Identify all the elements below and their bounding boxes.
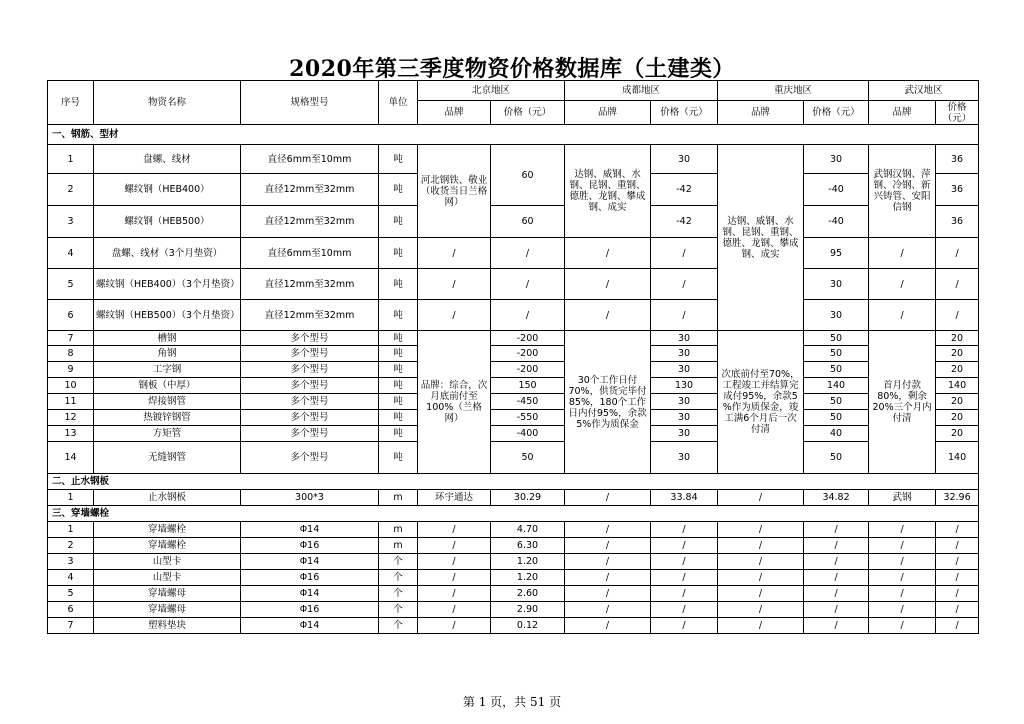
cell-name: 螺纹钢（HEB400）（3个月垫资） (94, 269, 241, 300)
cell-price-chengdu: / (651, 269, 718, 300)
header-region-chongqing: 重庆地区 (718, 81, 869, 101)
cell-price-chongqing: 50 (804, 346, 869, 362)
header-price: 价格（元） (651, 101, 718, 125)
cell-price-beijing: / (491, 300, 565, 331)
cell-brand-chongqing: / (718, 618, 804, 634)
cell-price-chengdu: -42 (651, 206, 718, 238)
cell-brand-chongqing: / (718, 522, 804, 538)
cell-price-chongqing: 30 (804, 145, 869, 174)
cell-price-beijing: 1.20 (491, 554, 565, 570)
cell-price-wuhan: 20 (936, 362, 979, 378)
cell-spec: 直径12mm至32mm (241, 269, 379, 300)
cell-price-chongqing: / (804, 538, 869, 554)
cell-brand-beijing: / (418, 570, 491, 586)
cell-name: 螺纹钢（HEB400） (94, 174, 241, 206)
cell-brand-chengdu: / (565, 554, 651, 570)
cell-spec: 多个型号 (241, 426, 379, 442)
cell-price-chengdu: / (651, 538, 718, 554)
cell-name: 穿墙螺母 (94, 602, 241, 618)
cell-price-wuhan: / (936, 300, 979, 331)
cell-price-wuhan: / (936, 618, 979, 634)
cell-price-chongqing: 50 (804, 442, 869, 474)
cell-price-wuhan: 20 (936, 410, 979, 426)
cell-price-chengdu: / (651, 618, 718, 634)
section-title: 三、穿墙螺栓 (48, 506, 979, 522)
cell-brand-wuhan: / (869, 538, 936, 554)
cell-spec: Φ14 (241, 522, 379, 538)
cell-brand-chengdu: / (565, 522, 651, 538)
cell-name: 热镀锌钢管 (94, 410, 241, 426)
cell-seq: 7 (48, 331, 94, 346)
cell-brand-beijing: / (418, 602, 491, 618)
cell-unit: 吨 (379, 300, 418, 331)
cell-brand-wuhan: / (869, 618, 936, 634)
cell-brand-chengdu: / (565, 538, 651, 554)
header-unit: 单位 (379, 81, 418, 125)
cell-price-chengdu: 30 (651, 394, 718, 410)
cell-price-chongqing: -40 (804, 206, 869, 238)
cell-price-chongqing: 34.82 (804, 490, 869, 506)
cell-name: 山型卡 (94, 570, 241, 586)
cell-price-wuhan: 140 (936, 378, 979, 394)
cell-price-beijing: -450 (491, 394, 565, 410)
cell-price-chengdu: 130 (651, 378, 718, 394)
cell-seq: 6 (48, 300, 94, 331)
table-row (48, 331, 979, 346)
cell-price-chongqing: 140 (804, 378, 869, 394)
cell-price-wuhan: / (936, 238, 979, 269)
cell-spec: Φ16 (241, 570, 379, 586)
cell-price-beijing: 60 (491, 145, 565, 206)
table-row (48, 238, 979, 269)
cell-price-chongqing: / (804, 618, 869, 634)
section-row (48, 474, 979, 490)
cell-price-chengdu: / (651, 554, 718, 570)
cell-seq: 2 (48, 174, 94, 206)
table-row (48, 602, 979, 618)
table-row (48, 346, 979, 362)
cell-brand-chengdu: / (565, 238, 651, 269)
cell-spec: Φ14 (241, 586, 379, 602)
cell-spec: 多个型号 (241, 331, 379, 346)
cell-brand-beijing: / (418, 269, 491, 300)
cell-brand-beijing: / (418, 618, 491, 634)
cell-price-chongqing: 50 (804, 410, 869, 426)
cell-spec: 直径12mm至32mm (241, 206, 379, 238)
cell-seq: 5 (48, 586, 94, 602)
cell-unit: 吨 (379, 394, 418, 410)
cell-price-beijing: 4.70 (491, 522, 565, 538)
section-title: 一、钢筋、型材 (48, 125, 979, 145)
cell-price-beijing: -400 (491, 426, 565, 442)
cell-unit: 吨 (379, 426, 418, 442)
cell-brand-wuhan: 首月付款80%，剩余20%三个月内付清 (869, 331, 936, 474)
cell-price-beijing: -550 (491, 410, 565, 426)
cell-brand-beijing: 河北钢铁、敬业（收货当日兰格网） (418, 145, 491, 238)
table-row (48, 586, 979, 602)
cell-brand-wuhan: / (869, 602, 936, 618)
cell-spec: 300*3 (241, 490, 379, 506)
cell-name: 穿墙螺栓 (94, 522, 241, 538)
cell-price-chengdu: 33.84 (651, 490, 718, 506)
cell-brand-chengdu: / (565, 490, 651, 506)
cell-unit: 个 (379, 602, 418, 618)
cell-price-chongqing: / (804, 522, 869, 538)
cell-seq: 13 (48, 426, 94, 442)
cell-price-beijing: 50 (491, 442, 565, 474)
cell-price-chongqing: 30 (804, 300, 869, 331)
cell-unit: m (379, 522, 418, 538)
cell-unit: 吨 (379, 410, 418, 426)
cell-price-chengdu: 30 (651, 442, 718, 474)
table-row (48, 206, 979, 238)
cell-price-chongqing: 30 (804, 269, 869, 300)
cell-brand-wuhan: / (869, 522, 936, 538)
cell-brand-chengdu: / (565, 586, 651, 602)
cell-seq: 3 (48, 206, 94, 238)
header-brand: 品牌 (418, 101, 491, 125)
cell-name: 无缝钢管 (94, 442, 241, 474)
cell-price-chengdu: -42 (651, 174, 718, 206)
cell-price-beijing: 60 (491, 206, 565, 238)
cell-brand-beijing: / (418, 554, 491, 570)
page-footer: 第 1 页，共 51 页 (462, 695, 562, 709)
cell-brand-wuhan: / (869, 300, 936, 331)
cell-price-chongqing: 50 (804, 331, 869, 346)
cell-brand-wuhan: / (869, 586, 936, 602)
cell-name: 穿墙螺母 (94, 586, 241, 602)
cell-seq: 1 (48, 522, 94, 538)
cell-seq: 9 (48, 362, 94, 378)
cell-price-wuhan: 36 (936, 145, 979, 174)
cell-brand-chengdu: / (565, 618, 651, 634)
cell-price-wuhan: / (936, 586, 979, 602)
cell-price-chengdu: / (651, 300, 718, 331)
cell-price-wuhan: / (936, 522, 979, 538)
cell-unit: m (379, 538, 418, 554)
cell-brand-wuhan: / (869, 570, 936, 586)
header-row (48, 81, 979, 101)
cell-price-chengdu: / (651, 602, 718, 618)
cell-unit: 个 (379, 586, 418, 602)
cell-name: 工字钢 (94, 362, 241, 378)
cell-price-beijing: 6.30 (491, 538, 565, 554)
table-row (48, 394, 979, 410)
cell-brand-beijing: 品牌：综合，次月底前付至100%（兰格网） (418, 331, 491, 474)
cell-brand-chengdu: / (565, 269, 651, 300)
cell-brand-chengdu: / (565, 300, 651, 331)
cell-unit: 吨 (379, 362, 418, 378)
cell-name: 穿墙螺栓 (94, 538, 241, 554)
cell-seq: 3 (48, 554, 94, 570)
cell-brand-beijing: / (418, 300, 491, 331)
cell-spec: Φ14 (241, 554, 379, 570)
header-brand: 品牌 (718, 101, 804, 125)
cell-name: 槽钢 (94, 331, 241, 346)
cell-price-wuhan: / (936, 269, 979, 300)
table-row (48, 145, 979, 174)
cell-price-beijing: 2.90 (491, 602, 565, 618)
cell-brand-chengdu: 30个工作日付70%，供货完毕付85%，180个工作日内付95%，余款5%作为质保金 (565, 331, 651, 474)
cell-price-wuhan: 20 (936, 394, 979, 410)
cell-seq: 5 (48, 269, 94, 300)
cell-brand-chongqing: / (718, 586, 804, 602)
cell-spec: Φ16 (241, 538, 379, 554)
cell-name: 塑料垫块 (94, 618, 241, 634)
cell-price-chengdu: 30 (651, 346, 718, 362)
cell-price-wuhan: / (936, 554, 979, 570)
cell-brand-wuhan: 武钢汉钢、萍钢、冷钢、新兴铸管、安阳信钢 (869, 145, 936, 238)
header-brand: 品牌 (869, 101, 936, 125)
cell-name: 钢板（中厚） (94, 378, 241, 394)
cell-brand-wuhan: / (869, 554, 936, 570)
cell-seq: 10 (48, 378, 94, 394)
cell-brand-beijing: 环宇通达 (418, 490, 491, 506)
section-row (48, 125, 979, 145)
cell-price-chongqing: / (804, 554, 869, 570)
table-row (48, 490, 979, 506)
table-row (48, 554, 979, 570)
cell-unit: 吨 (379, 442, 418, 474)
cell-price-chongqing: / (804, 570, 869, 586)
cell-seq: 14 (48, 442, 94, 474)
cell-price-chengdu: 30 (651, 362, 718, 378)
cell-price-chengdu: / (651, 570, 718, 586)
cell-price-wuhan: 20 (936, 426, 979, 442)
cell-spec: Φ16 (241, 602, 379, 618)
cell-unit: 吨 (379, 378, 418, 394)
cell-unit: 个 (379, 618, 418, 634)
cell-name: 盘螺、线材（3个月垫资） (94, 238, 241, 269)
table-row (48, 269, 979, 300)
cell-price-wuhan: 20 (936, 331, 979, 346)
cell-spec: 多个型号 (241, 394, 379, 410)
cell-seq: 2 (48, 538, 94, 554)
cell-price-wuhan: 32.96 (936, 490, 979, 506)
cell-spec: 多个型号 (241, 442, 379, 474)
table-row (48, 618, 979, 634)
cell-spec: 多个型号 (241, 410, 379, 426)
cell-price-beijing: -200 (491, 331, 565, 346)
cell-name: 螺纹钢（HEB500） (94, 206, 241, 238)
cell-brand-chongqing: / (718, 570, 804, 586)
cell-price-wuhan: 140 (936, 442, 979, 474)
cell-brand-chengdu: 达钢、威钢、水钢、昆钢、重钢、德胜、龙钢、攀成钢、成实 (565, 145, 651, 238)
cell-price-wuhan: / (936, 570, 979, 586)
cell-brand-wuhan: / (869, 238, 936, 269)
cell-brand-chongqing: / (718, 538, 804, 554)
cell-brand-beijing: / (418, 238, 491, 269)
cell-brand-wuhan: 武钢 (869, 490, 936, 506)
table-row (48, 426, 979, 442)
cell-unit: 吨 (379, 331, 418, 346)
cell-price-beijing: -200 (491, 362, 565, 378)
cell-brand-chengdu: / (565, 602, 651, 618)
table-row (48, 378, 979, 394)
header-spec: 规格型号 (241, 81, 379, 125)
cell-price-beijing: / (491, 269, 565, 300)
header-seq: 序号 (48, 81, 94, 125)
cell-brand-beijing: / (418, 522, 491, 538)
table-row (48, 522, 979, 538)
cell-seq: 7 (48, 618, 94, 634)
cell-spec: 多个型号 (241, 346, 379, 362)
cell-unit: 个 (379, 570, 418, 586)
header-region-wuhan: 武汉地区 (869, 81, 979, 101)
table-row (48, 442, 979, 474)
table-row (48, 570, 979, 586)
cell-name: 盘螺、线材 (94, 145, 241, 174)
cell-brand-beijing: / (418, 538, 491, 554)
header-brand: 品牌 (565, 101, 651, 125)
cell-name: 方矩管 (94, 426, 241, 442)
cell-price-chongqing: 95 (804, 238, 869, 269)
cell-brand-chongqing: / (718, 602, 804, 618)
cell-brand-wuhan: / (869, 269, 936, 300)
cell-price-beijing: 1.20 (491, 570, 565, 586)
cell-price-chengdu: / (651, 522, 718, 538)
cell-price-chongqing: 50 (804, 362, 869, 378)
cell-price-wuhan: / (936, 538, 979, 554)
cell-spec: 直径12mm至32mm (241, 300, 379, 331)
header-price: 价格（元） (804, 101, 869, 125)
cell-unit: 吨 (379, 269, 418, 300)
cell-spec: 多个型号 (241, 362, 379, 378)
cell-brand-chongqing: / (718, 490, 804, 506)
cell-price-chongqing: / (804, 586, 869, 602)
cell-seq: 8 (48, 346, 94, 362)
cell-price-beijing: 30.29 (491, 490, 565, 506)
table-row (48, 410, 979, 426)
cell-brand-chongqing: 次底前付至70%，工程竣工并结算完成付95%，余款5 %作为质保金，竣工满6个月后一次付清 (718, 331, 804, 474)
cell-price-chengdu: / (651, 238, 718, 269)
table-row (48, 538, 979, 554)
cell-spec: 直径12mm至32mm (241, 174, 379, 206)
cell-spec: 直径6mm至10mm (241, 238, 379, 269)
header-region-chengdu: 成都地区 (565, 81, 718, 101)
cell-price-chengdu: 30 (651, 426, 718, 442)
cell-price-chongqing: 40 (804, 426, 869, 442)
price-table (47, 80, 979, 634)
cell-unit: 吨 (379, 346, 418, 362)
cell-unit: 吨 (379, 206, 418, 238)
cell-price-chongqing: 50 (804, 394, 869, 410)
cell-price-chengdu: 30 (651, 331, 718, 346)
cell-name: 止水钢板 (94, 490, 241, 506)
cell-name: 焊接钢管 (94, 394, 241, 410)
cell-unit: 吨 (379, 174, 418, 206)
header-price: 价格（元） (936, 101, 979, 125)
section-row (48, 506, 979, 522)
cell-price-chongqing: -40 (804, 174, 869, 206)
cell-price-beijing: / (491, 238, 565, 269)
cell-seq: 4 (48, 570, 94, 586)
table-row (48, 300, 979, 331)
cell-spec: 多个型号 (241, 378, 379, 394)
cell-price-beijing: 2.60 (491, 586, 565, 602)
cell-brand-chongqing: / (718, 554, 804, 570)
section-title: 二、止水钢板 (48, 474, 979, 490)
cell-brand-chengdu: / (565, 570, 651, 586)
cell-price-wuhan: / (936, 602, 979, 618)
cell-seq: 1 (48, 490, 94, 506)
cell-unit: 吨 (379, 238, 418, 269)
cell-spec: Φ14 (241, 618, 379, 634)
cell-price-chongqing: / (804, 602, 869, 618)
cell-unit: m (379, 490, 418, 506)
cell-seq: 12 (48, 410, 94, 426)
cell-price-beijing: -200 (491, 346, 565, 362)
cell-price-beijing: 0.12 (491, 618, 565, 634)
cell-seq: 1 (48, 145, 94, 174)
header-region-beijing: 北京地区 (418, 81, 565, 101)
header-name: 物资名称 (94, 81, 241, 125)
cell-brand-chongqing: 达钢、威钢、水钢、昆钢、重钢、德胜、龙钢、攀成钢、成实 (718, 145, 804, 331)
cell-price-beijing: 150 (491, 378, 565, 394)
cell-name: 角钢 (94, 346, 241, 362)
cell-spec: 直径6mm至10mm (241, 145, 379, 174)
cell-brand-beijing: / (418, 586, 491, 602)
cell-name: 螺纹钢（HEB500）（3个月垫资） (94, 300, 241, 331)
cell-unit: 个 (379, 554, 418, 570)
page-title: 2020年第三季度物资价格数据库（土建类） (289, 56, 735, 82)
cell-unit: 吨 (379, 145, 418, 174)
cell-price-chengdu: / (651, 586, 718, 602)
cell-seq: 4 (48, 238, 94, 269)
cell-price-chengdu: 30 (651, 145, 718, 174)
cell-price-chengdu: 30 (651, 410, 718, 426)
table-row (48, 362, 979, 378)
header-price: 价格（元） (491, 101, 565, 125)
cell-seq: 6 (48, 602, 94, 618)
cell-price-wuhan: 36 (936, 206, 979, 238)
cell-price-wuhan: 20 (936, 346, 979, 362)
cell-seq: 11 (48, 394, 94, 410)
cell-name: 山型卡 (94, 554, 241, 570)
cell-price-wuhan: 36 (936, 174, 979, 206)
